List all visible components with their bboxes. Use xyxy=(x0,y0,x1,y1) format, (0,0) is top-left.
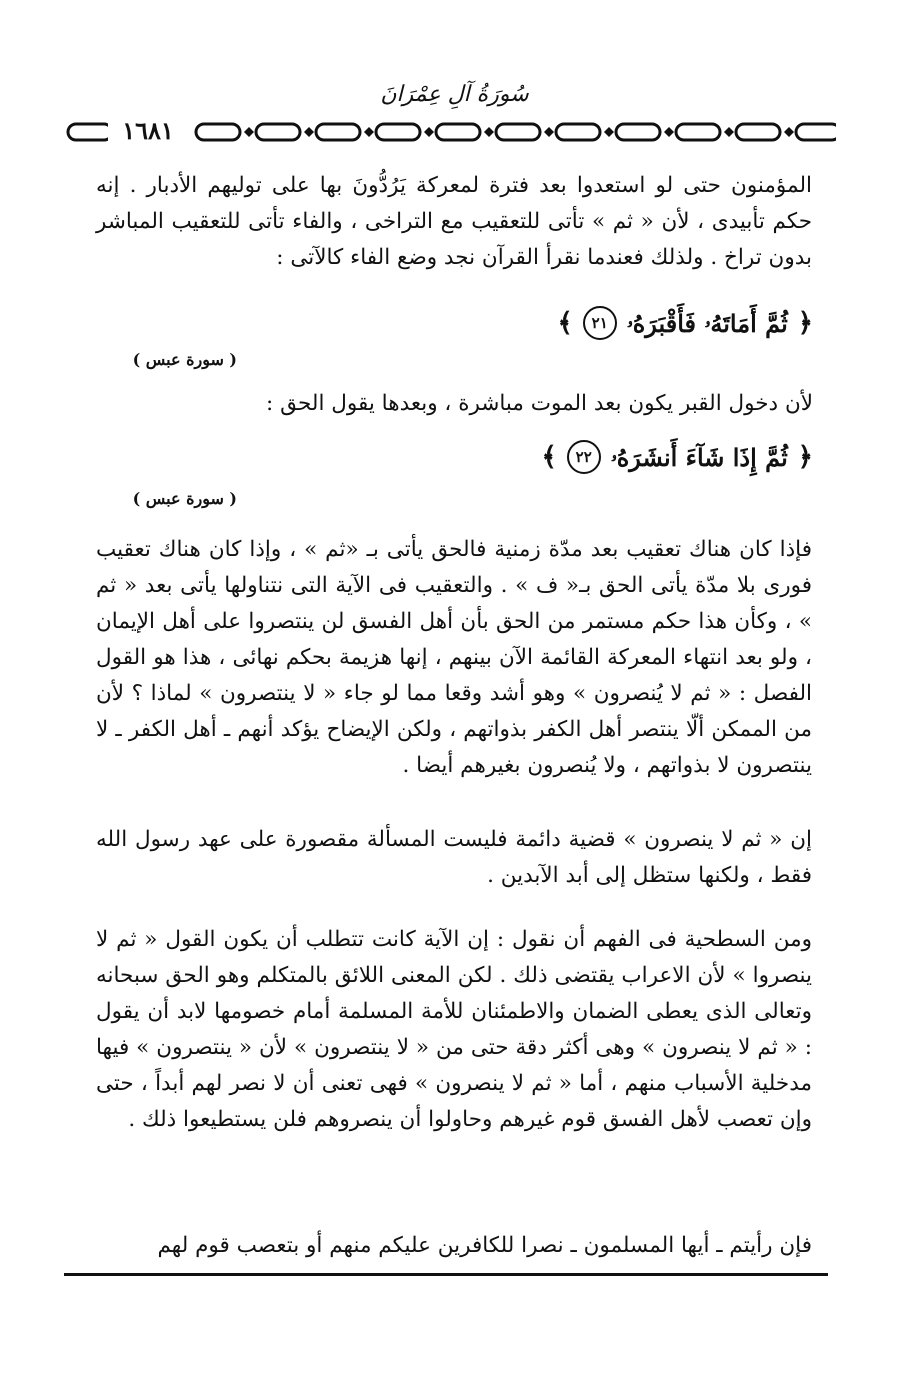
surah-title: سُورَةُ آلِ عِمْرَانَ xyxy=(380,82,529,107)
verse-close-ornament-icon: ﴾ xyxy=(557,308,573,338)
page-number: ١٦٨١ xyxy=(108,116,188,145)
paragraph-text: لأن دخول القبر يكون بعد الموت مباشرة ، وبعدها يقول الحق : xyxy=(266,391,813,416)
ornament-diamond xyxy=(544,127,554,137)
quran-verse-2 xyxy=(542,440,814,474)
quran-verse-1 xyxy=(557,306,813,340)
verse-open-ornament-icon: ﴿ xyxy=(797,442,813,472)
ornament-oval xyxy=(316,124,360,140)
paragraph-text: فإذا كان هناك تعقيب بعد مدّة زمنية فالحق يأتى بـ «ثم » ، وإذا كان هناك تعقيب فورى بلا مدّة يأتى الحق بـ« ف » . والتعقيب فى الآية التى نتناولها يأتى بعد « ثم » ، وكأن هذا حكم مستمر من الحق بأن أهل الفسق لن ينتصروا على أهل الإيمان ، ولو بعد انتهاء المعركة القائمة الآن بينهم ، إنها هزيمة بحكم نهائى ، هذا هو القول الفصل : « ثم لا يُنصرون » وهو أشد وقعا مما لو جاء « لا ينتصرون » لماذا ؟ لأن من الممكن ألّا ينتصر أهل الكفر بذواتهم ، ولكن الإيضاح يؤكد أنهم ـ أهل الكفر ـ لا ينتصرون لا بذواتهم ، ولا يُنصرون بغيرهم أيضا . xyxy=(96,537,812,778)
ornament-diamond xyxy=(664,127,674,137)
verse-open-ornament-icon: ﴿ xyxy=(797,308,813,338)
paragraph-text: المؤمنون حتى لو استعدوا بعد فترة لمعركة يَرُدُّونَ بها على توليهم الأدبار . إنه حكم تأبيدى ، لأن « ثم » تأتى للتعقيب مع التراخى ، والفاء تأتى للتعقيب المباشر بدون تراخ . ولذلك فعندما نقرأ القرآن نجد وضع الفاء كالآتى : xyxy=(96,173,812,270)
ornament-diamond xyxy=(424,127,434,137)
paragraph-2 xyxy=(173,386,813,422)
ornament-oval xyxy=(436,124,480,140)
ornament-oval xyxy=(616,124,660,140)
paragraph-5 xyxy=(96,922,812,1138)
ornament-oval xyxy=(796,124,836,140)
ornament-diamond xyxy=(724,127,734,137)
ornament-oval xyxy=(676,124,720,140)
paragraph-text: فإن رأيتم ـ أيها المسلمون ـ نصرا للكافرين عليكم منهم أو بتعصب قوم لهم xyxy=(157,1233,812,1258)
verse-close-ornament-icon: ﴾ xyxy=(541,442,557,472)
ornament-oval xyxy=(196,124,240,140)
verse-text: ثُمَّ إِذَا شَآءَ أَنشَرَهُۥ xyxy=(610,442,788,472)
ornament-diamond xyxy=(784,127,794,137)
paragraph-3 xyxy=(96,532,812,784)
ornament-oval xyxy=(68,124,112,140)
ornament-diamond xyxy=(484,127,494,137)
ornament-oval xyxy=(376,124,420,140)
paragraph-text: ومن السطحية فى الفهم أن نقول : إن الآية كانت تتطلب أن يكون القول « ثم لا ينصروا » لأن الاعراب يقتضى ذلك . لكن المعنى اللائق بالمتكلم وهو الحق سبحانه وتعالى الذى يعطى الضمان والاطمئنان للأمة المسلمة أمام خصومها لابد أن يقول : « ثم لا ينصرون » وهى أكثر دقة حتى من « لا ينتصرون » لأن « ينتصرون » فيها مدخلية الأسباب منهم ، أما « ثم لا ينصرون » فهى تعنى أن لا نصر لهم أبداً ، حتى وإن تعصب لأهل الفسق قوم غيرهم وحاولوا أن ينصروهم فلن يستطيعوا ذلك . xyxy=(96,927,812,1132)
ornament-diamond xyxy=(604,127,614,137)
ornament-diamond xyxy=(364,127,374,137)
paragraph-4 xyxy=(96,822,812,894)
ornament-oval xyxy=(556,124,600,140)
paragraph-text: إن « ثم لا ينصرون » قضية دائمة فليست المسألة مقصورة على عهد رسول الله فقط ، ولكنها ستظل إلى أبد الآبدين . xyxy=(96,827,812,888)
paragraph-6 xyxy=(96,1228,812,1264)
verse-number: ٢٢ xyxy=(567,440,601,474)
ornament-oval xyxy=(496,124,540,140)
verse-text: ثُمَّ أَمَاتَهُۥ فَأَقْبَرَهُۥ xyxy=(626,308,788,338)
ornament-diamond xyxy=(304,127,314,137)
paragraph-1 xyxy=(96,168,812,276)
ornament-oval xyxy=(736,124,780,140)
footer-rule xyxy=(64,1273,828,1276)
verse-source-1: ( سورة عبس ) xyxy=(132,350,237,369)
verse-source-2: ( سورة عبس ) xyxy=(132,489,237,508)
verse-number: ٢١ xyxy=(583,306,617,340)
ornament-diamond xyxy=(244,127,254,137)
ornament-oval xyxy=(256,124,300,140)
